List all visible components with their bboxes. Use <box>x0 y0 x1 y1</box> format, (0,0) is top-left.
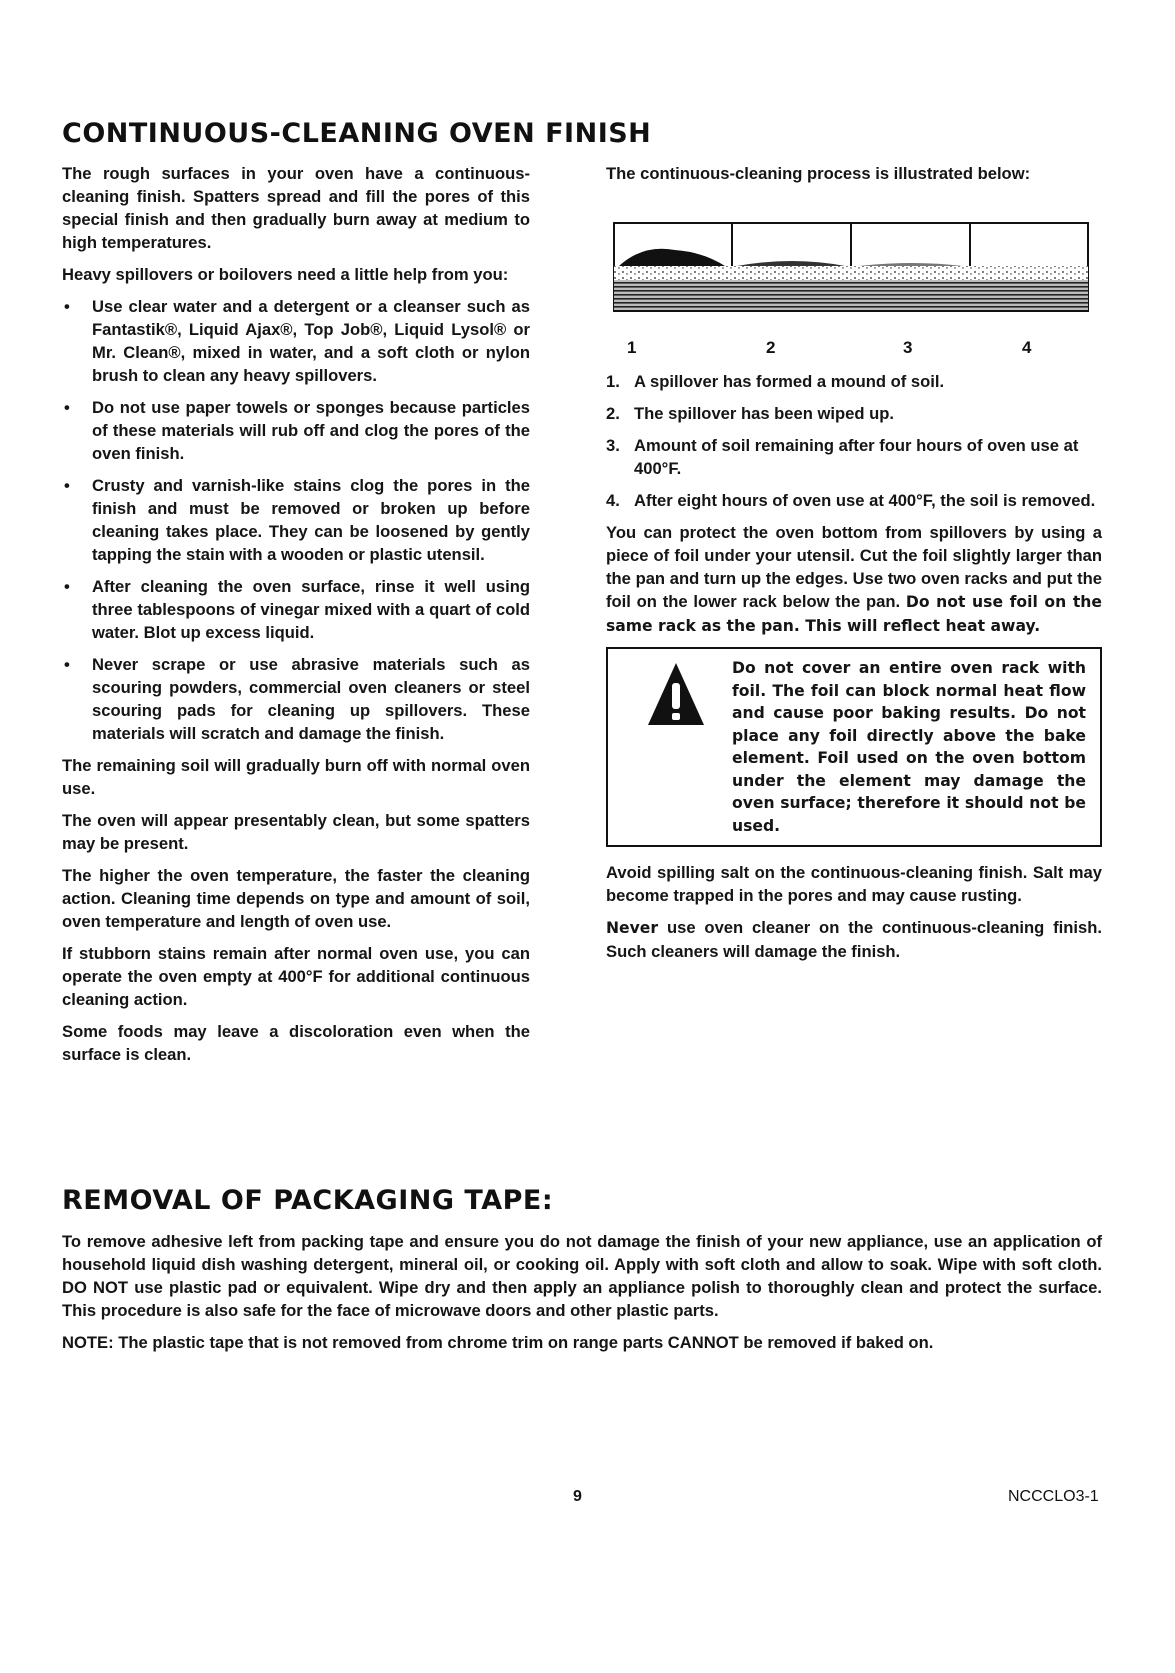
figure-label-1: 1 <box>627 338 637 357</box>
figure-intro <box>606 162 1102 194</box>
figure-labels <box>613 338 1089 362</box>
warning-triangle-icon <box>646 661 706 727</box>
oven-base-layer <box>614 280 1088 310</box>
remaining-soil-paragraph: The remaining soil will gradually burn off with normal oven use. <box>62 756 530 798</box>
never-emphasis: Never <box>606 919 659 937</box>
packaging-tape-paragraph: To remove adhesive left from packing tape and ensure you do not damage the finish of your new appliance, use an application of household liquid dish washing detergent, mineral oil, or cooking oil. Apply with soft cloth and allow to soak. Wipe with soft cloth. DO NOT use plastic pad or equivalent. Wipe dry and then apply an appliance polish to thoroughly clean and protect the surface. This procedure is also safe for the face of microwave doors and other plastic parts. <box>62 1232 1102 1320</box>
bullet-item: • After cleaning the oven surface, rinse it well using three tablespoons of vinegar mixed with a quart of cold water. Blot up excess liquid. <box>64 577 530 642</box>
bullet-item: • Use clear water and a detergent or a cleanser such as Fantastik®, Liquid Ajax®, Top Job®, Liquid Lysol® or Mr. Clean®, mixed in water, and a soft cloth or nylon brush to clean any heavy spillovers. <box>64 297 530 385</box>
warning-text: Do not cover an entire oven rack with foil. The foil can block normal heat flow and cause poor baking results. Do not place any foil directly above the bake element. Foil used on the oven bottom under the element may damage the oven surface; therefore it should not be used. <box>732 659 1086 835</box>
step-item: 4. After eight hours of oven use at 400°F, the soil is removed. <box>606 491 1096 510</box>
bullet-icon: • <box>64 398 70 417</box>
discoloration-paragraph: Some foods may leave a discoloration even when the surface is clean. <box>62 1022 530 1064</box>
bullet-icon: • <box>64 297 70 316</box>
page-number: 9 <box>573 1488 582 1505</box>
stubborn-stains-paragraph: If stubborn stains remain after normal oven use, you can operate the oven empty at 400°F for additional continuous cleaning action. <box>62 944 530 1009</box>
bullet-item: • Crusty and varnish-like stains clog the pores in the finish and must be removed or broken up before cleaning takes place. They can be loosened by gently tapping the stain with a wooden or plastic utensil. <box>64 476 530 564</box>
right-column <box>606 370 1102 972</box>
intro-paragraph: The rough surfaces in your oven have a continuous-cleaning finish. Spatters spread and fill the pores of this special finish and then gradually burn away at medium to high temperatures. <box>62 164 530 252</box>
bullet-item: • Never scrape or use abrasive materials such as scouring powders, commercial oven cleaners or steel scouring pads for cleaning up spillovers. These materials will scratch and damage the finish. <box>64 655 530 743</box>
heavy-spillovers-paragraph: Heavy spillovers or boilovers need a little help from you: <box>62 265 509 284</box>
foil-protection-paragraph: You can protect the oven bottom from spillovers by using a piece of foil under your utensil. Cut the foil slightly larger than the pan and turn up the edges. Use two oven racks and put the foil on the lower rack below the pan. Do not use foil on the same rack as the pan. This will reflect heat away. <box>606 523 1102 635</box>
figure-label-3: 3 <box>903 338 913 357</box>
appear-clean-paragraph: The oven will appear presentably clean, but some spatters may be present. <box>62 811 530 853</box>
section-title-continuous-cleaning: CONTINUOUS-CLEANING OVEN FINISH <box>62 118 652 149</box>
bullet-item: • Do not use paper towels or sponges because particles of these materials will rub off and clog the pores of the oven finish. <box>64 398 530 463</box>
figure-intro-text: The continuous-cleaning process is illustrated below: <box>606 164 1031 183</box>
cleaning-process-illustration <box>613 222 1089 312</box>
figure-label-2: 2 <box>766 338 776 357</box>
warning-box <box>606 647 1102 847</box>
packaging-tape-note: NOTE: The plastic tape that is not removed from chrome trim on range parts CANNOT be removed if baked on. <box>62 1333 934 1352</box>
bullet-icon: • <box>64 476 70 495</box>
never-oven-cleaner-paragraph: Never use oven cleaner on the continuous-cleaning finish. Such cleaners will damage the finish. <box>606 918 1102 961</box>
step-item: 3. Amount of soil remaining after four hours of oven use at 400°F. <box>606 436 1079 478</box>
section-title-packaging-tape: REMOVAL OF PACKAGING TAPE: <box>62 1185 554 1216</box>
bullet-icon: • <box>64 655 70 674</box>
left-column <box>62 162 530 1075</box>
temperature-paragraph: The higher the oven temperature, the faster the cleaning action. Cleaning time depends on type and amount of soil, oven temperature and length of oven use. <box>62 866 530 931</box>
foil-warning-emphasis: Do not use foil on the same rack as the pan. This will reflect heat away. <box>606 593 1102 635</box>
bullet-icon: • <box>64 577 70 596</box>
document-code: NCCCLO3-1 <box>1008 1488 1099 1505</box>
packaging-tape-body <box>62 1230 1102 1363</box>
step-item: 1. A spillover has formed a mound of soil. <box>606 372 945 391</box>
salt-paragraph: Avoid spilling salt on the continuous-cleaning finish. Salt may become trapped in the pores and may cause rusting. <box>606 863 1102 905</box>
step-item: 2. The spillover has been wiped up. <box>606 404 895 423</box>
figure-label-4: 4 <box>1022 338 1032 357</box>
oven-surface-layer <box>614 266 1088 280</box>
